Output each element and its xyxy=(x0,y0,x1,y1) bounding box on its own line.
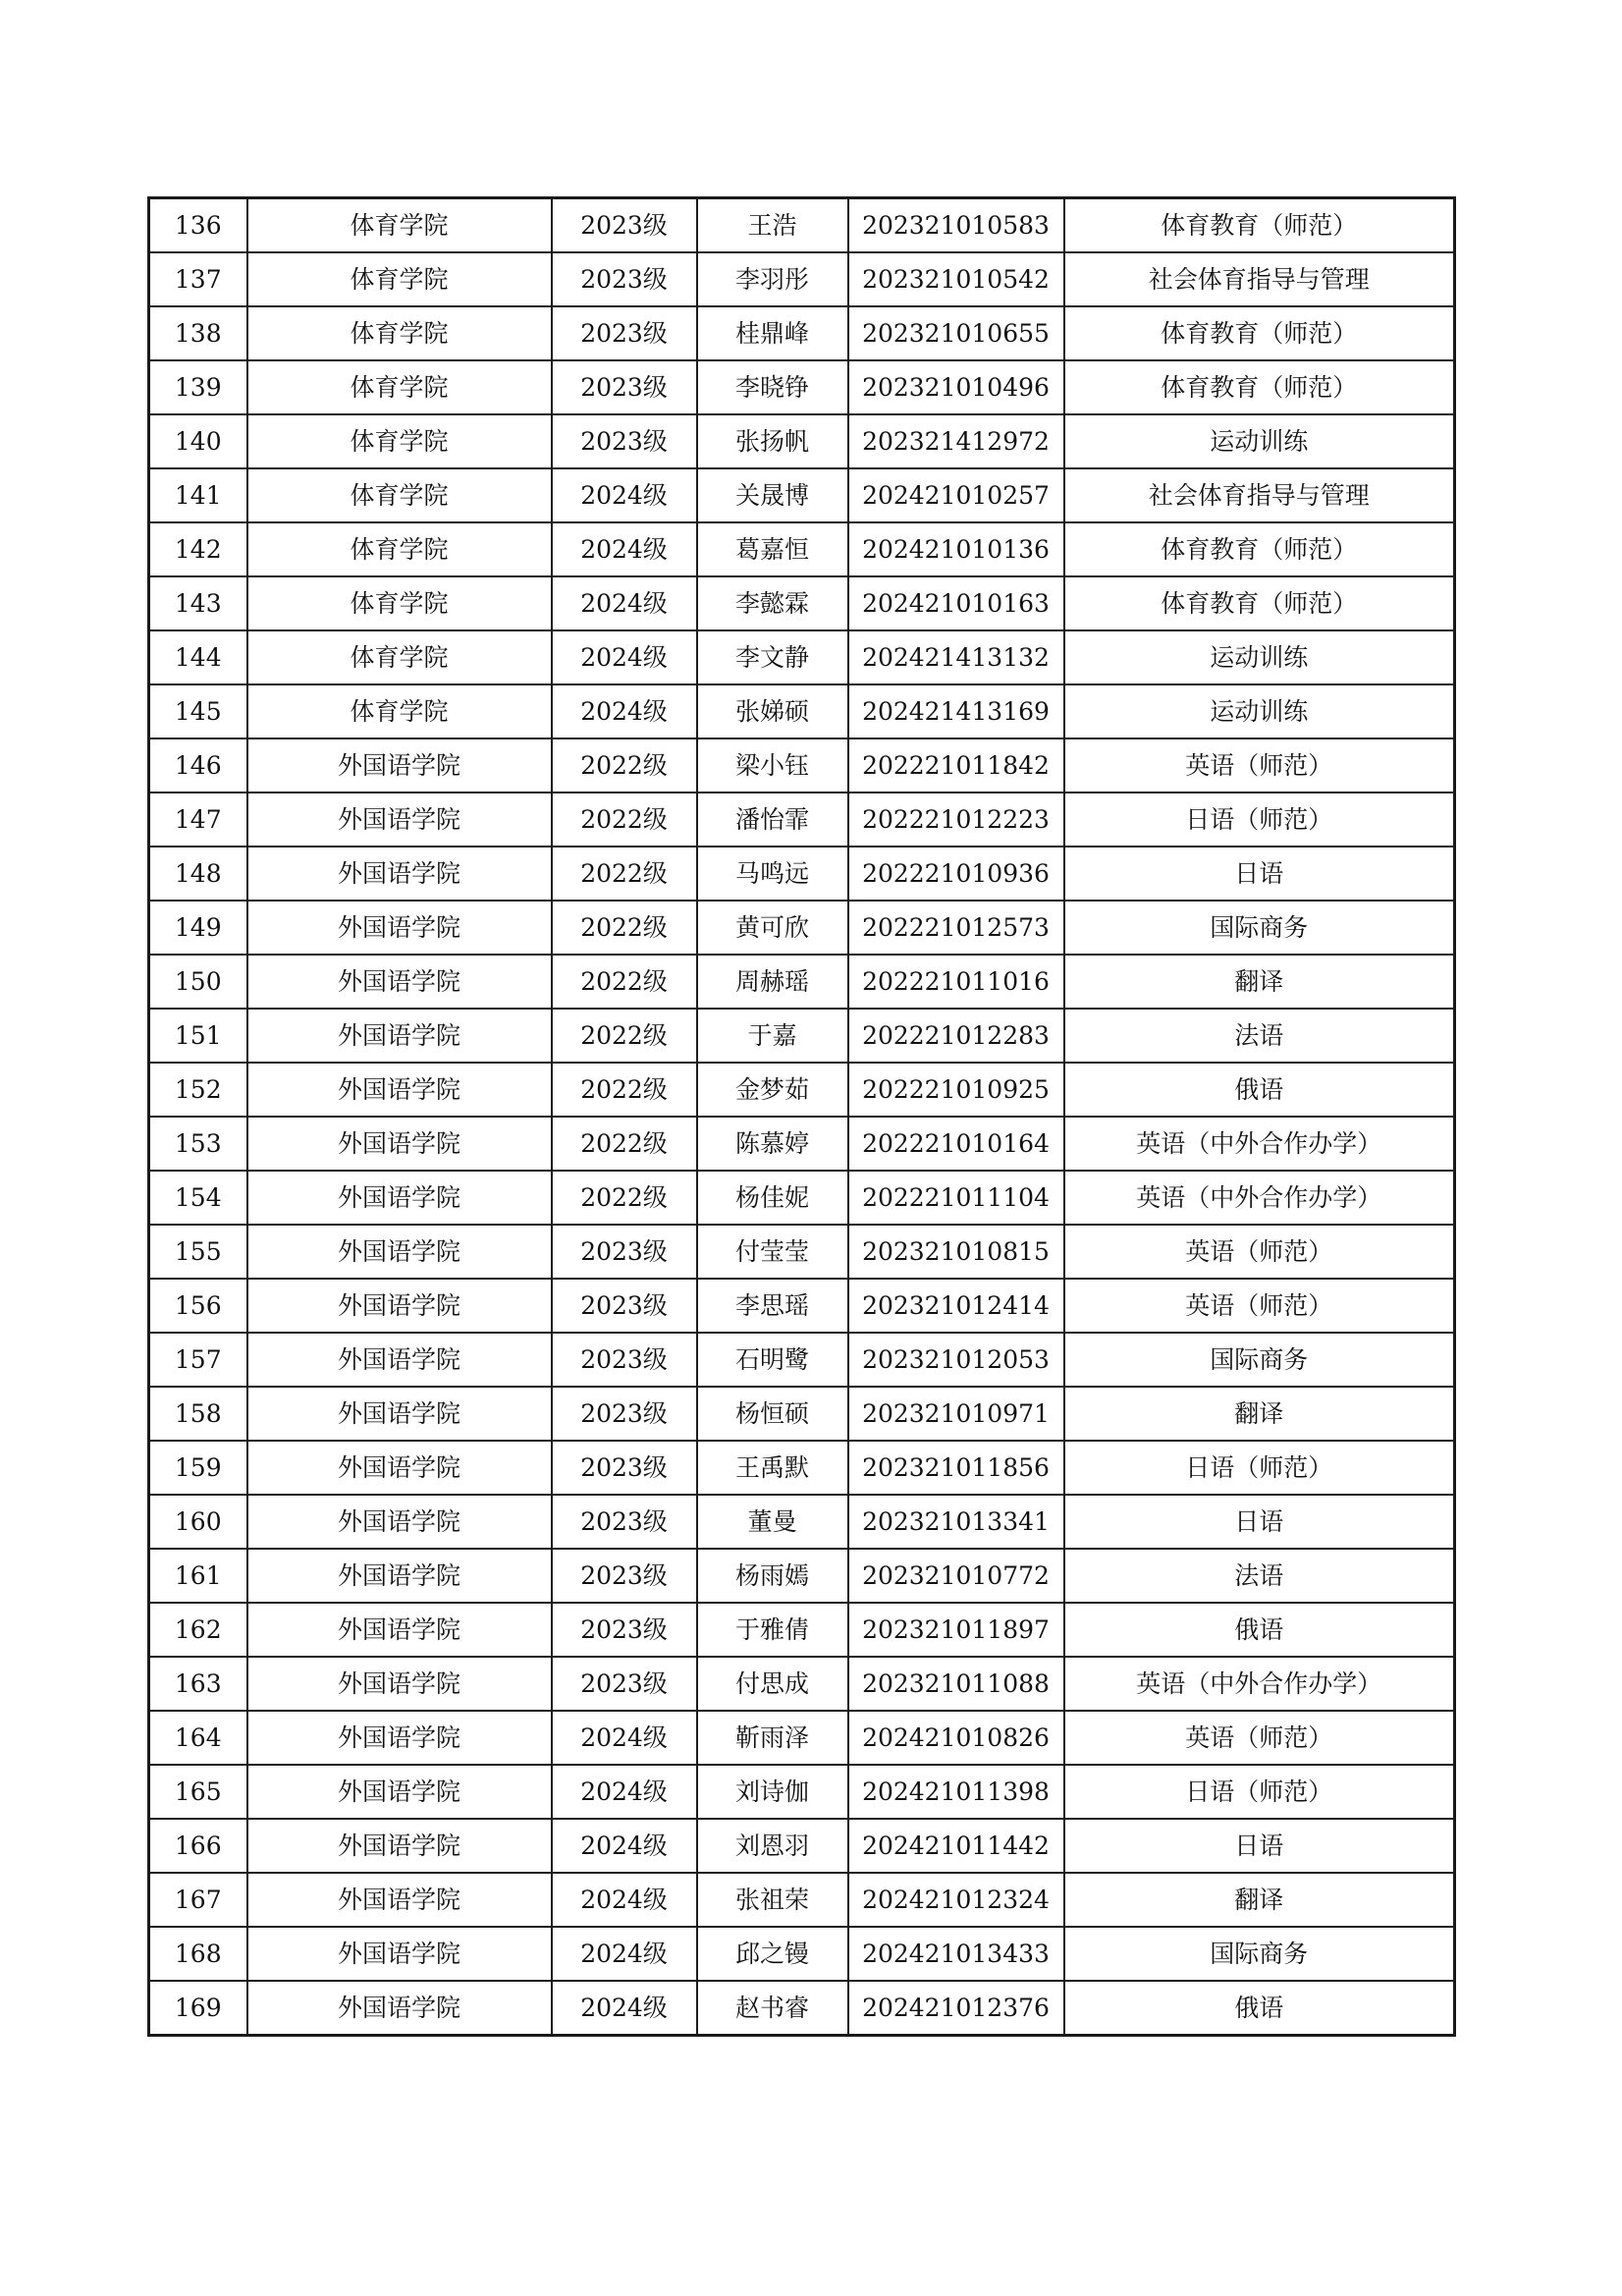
student-id-cell: 202321011897 xyxy=(848,1603,1064,1657)
row-number-cell: 168 xyxy=(149,1927,247,1981)
table-row xyxy=(149,1441,1455,1495)
college-cell: 外国语学院 xyxy=(247,1711,552,1765)
row-number-cell: 142 xyxy=(149,522,247,576)
row-number-cell: 141 xyxy=(149,468,247,522)
college-cell: 外国语学院 xyxy=(247,1117,552,1171)
table-row xyxy=(149,522,1455,576)
student-id-cell: 202421413169 xyxy=(848,684,1064,738)
student-name-cell: 李思瑶 xyxy=(697,1279,848,1333)
student-id-cell: 202321011856 xyxy=(848,1441,1064,1495)
student-name-cell: 李晓铮 xyxy=(697,360,848,414)
student-id-cell: 202421011398 xyxy=(848,1765,1064,1819)
college-cell: 外国语学院 xyxy=(247,1171,552,1225)
student-id-cell: 202221012573 xyxy=(848,901,1064,955)
major-cell: 俄语 xyxy=(1064,1603,1455,1657)
student-name-cell: 金梦茹 xyxy=(697,1063,848,1117)
row-number-cell: 153 xyxy=(149,1117,247,1171)
major-cell: 国际商务 xyxy=(1064,1333,1455,1387)
student-id-cell: 202321013341 xyxy=(848,1495,1064,1549)
major-cell: 社会体育指导与管理 xyxy=(1064,468,1455,522)
college-cell: 体育学院 xyxy=(247,522,552,576)
grade-cell: 2023级 xyxy=(552,1225,697,1279)
college-cell: 外国语学院 xyxy=(247,1441,552,1495)
document-page xyxy=(147,196,1453,2037)
student-id-cell: 202421011442 xyxy=(848,1819,1064,1873)
grade-cell: 2022级 xyxy=(552,1063,697,1117)
table-row xyxy=(149,1819,1455,1873)
table-row xyxy=(149,955,1455,1009)
table-row xyxy=(149,252,1455,306)
grade-cell: 2024级 xyxy=(552,630,697,684)
grade-cell: 2022级 xyxy=(552,793,697,847)
college-cell: 体育学院 xyxy=(247,684,552,738)
student-id-cell: 202321012414 xyxy=(848,1279,1064,1333)
college-cell: 外国语学院 xyxy=(247,1657,552,1711)
major-cell: 日语（师范） xyxy=(1064,1765,1455,1819)
student-name-cell: 杨恒硕 xyxy=(697,1387,848,1441)
table-row xyxy=(149,1279,1455,1333)
student-id-cell: 202421013433 xyxy=(848,1927,1064,1981)
student-id-cell: 202321011088 xyxy=(848,1657,1064,1711)
student-name-cell: 张娣硕 xyxy=(697,684,848,738)
student-id-cell: 202421010257 xyxy=(848,468,1064,522)
grade-cell: 2023级 xyxy=(552,252,697,306)
college-cell: 外国语学院 xyxy=(247,1387,552,1441)
student-name-cell: 杨雨嫣 xyxy=(697,1549,848,1603)
row-number-cell: 166 xyxy=(149,1819,247,1873)
major-cell: 社会体育指导与管理 xyxy=(1064,252,1455,306)
grade-cell: 2023级 xyxy=(552,414,697,468)
grade-cell: 2022级 xyxy=(552,738,697,793)
major-cell: 体育教育（师范） xyxy=(1064,198,1455,253)
major-cell: 俄语 xyxy=(1064,1063,1455,1117)
table-row xyxy=(149,1387,1455,1441)
college-cell: 外国语学院 xyxy=(247,1927,552,1981)
grade-cell: 2024级 xyxy=(552,1711,697,1765)
table-row xyxy=(149,1333,1455,1387)
grade-cell: 2023级 xyxy=(552,1549,697,1603)
grade-cell: 2024级 xyxy=(552,684,697,738)
student-id-cell: 202321010542 xyxy=(848,252,1064,306)
row-number-cell: 156 xyxy=(149,1279,247,1333)
student-name-cell: 刘诗伽 xyxy=(697,1765,848,1819)
major-cell: 国际商务 xyxy=(1064,901,1455,955)
grade-cell: 2024级 xyxy=(552,1765,697,1819)
student-name-cell: 付莹莹 xyxy=(697,1225,848,1279)
student-name-cell: 邱之镘 xyxy=(697,1927,848,1981)
major-cell: 翻译 xyxy=(1064,1873,1455,1927)
row-number-cell: 144 xyxy=(149,630,247,684)
college-cell: 外国语学院 xyxy=(247,1279,552,1333)
major-cell: 日语 xyxy=(1064,1819,1455,1873)
major-cell: 翻译 xyxy=(1064,955,1455,1009)
table-row xyxy=(149,1927,1455,1981)
major-cell: 俄语 xyxy=(1064,1981,1455,2036)
major-cell: 日语（师范） xyxy=(1064,793,1455,847)
college-cell: 外国语学院 xyxy=(247,793,552,847)
student-id-cell: 202221011104 xyxy=(848,1171,1064,1225)
row-number-cell: 148 xyxy=(149,847,247,901)
row-number-cell: 169 xyxy=(149,1981,247,2036)
table-row xyxy=(149,684,1455,738)
student-id-cell: 202321012053 xyxy=(848,1333,1064,1387)
table-row xyxy=(149,1117,1455,1171)
table-row xyxy=(149,1765,1455,1819)
student-id-cell: 202421413132 xyxy=(848,630,1064,684)
row-number-cell: 165 xyxy=(149,1765,247,1819)
major-cell: 英语（师范） xyxy=(1064,1279,1455,1333)
row-number-cell: 154 xyxy=(149,1171,247,1225)
row-number-cell: 136 xyxy=(149,198,247,253)
grade-cell: 2022级 xyxy=(552,1171,697,1225)
grade-cell: 2023级 xyxy=(552,1603,697,1657)
table-row xyxy=(149,847,1455,901)
college-cell: 外国语学院 xyxy=(247,1063,552,1117)
student-name-cell: 李懿霖 xyxy=(697,576,848,630)
student-name-cell: 马鸣远 xyxy=(697,847,848,901)
college-cell: 外国语学院 xyxy=(247,1765,552,1819)
grade-cell: 2023级 xyxy=(552,306,697,360)
student-name-cell: 梁小钰 xyxy=(697,738,848,793)
row-number-cell: 149 xyxy=(149,901,247,955)
major-cell: 体育教育（师范） xyxy=(1064,306,1455,360)
student-id-cell: 202321010583 xyxy=(848,198,1064,253)
major-cell: 国际商务 xyxy=(1064,1927,1455,1981)
student-name-cell: 刘恩羽 xyxy=(697,1819,848,1873)
major-cell: 运动训练 xyxy=(1064,414,1455,468)
major-cell: 翻译 xyxy=(1064,1387,1455,1441)
student-name-cell: 石明鹭 xyxy=(697,1333,848,1387)
grade-cell: 2022级 xyxy=(552,847,697,901)
major-cell: 英语（中外合作办学） xyxy=(1064,1171,1455,1225)
grade-cell: 2022级 xyxy=(552,1009,697,1063)
college-cell: 外国语学院 xyxy=(247,1225,552,1279)
roster-body xyxy=(149,198,1455,2036)
college-cell: 体育学院 xyxy=(247,576,552,630)
student-id-cell: 202221011842 xyxy=(848,738,1064,793)
major-cell: 日语 xyxy=(1064,847,1455,901)
grade-cell: 2023级 xyxy=(552,1333,697,1387)
student-id-cell: 202321010772 xyxy=(848,1549,1064,1603)
student-name-cell: 桂鼎峰 xyxy=(697,306,848,360)
college-cell: 外国语学院 xyxy=(247,901,552,955)
student-name-cell: 王禹默 xyxy=(697,1441,848,1495)
table-row xyxy=(149,198,1455,253)
row-number-cell: 160 xyxy=(149,1495,247,1549)
student-name-cell: 黄可欣 xyxy=(697,901,848,955)
college-cell: 体育学院 xyxy=(247,306,552,360)
college-cell: 外国语学院 xyxy=(247,847,552,901)
major-cell: 日语 xyxy=(1064,1495,1455,1549)
row-number-cell: 150 xyxy=(149,955,247,1009)
college-cell: 外国语学院 xyxy=(247,1873,552,1927)
student-id-cell: 202221010925 xyxy=(848,1063,1064,1117)
college-cell: 外国语学院 xyxy=(247,1981,552,2036)
major-cell: 运动训练 xyxy=(1064,684,1455,738)
table-row xyxy=(149,1549,1455,1603)
grade-cell: 2023级 xyxy=(552,1387,697,1441)
row-number-cell: 161 xyxy=(149,1549,247,1603)
row-number-cell: 140 xyxy=(149,414,247,468)
college-cell: 外国语学院 xyxy=(247,1819,552,1873)
grade-cell: 2023级 xyxy=(552,1279,697,1333)
grade-cell: 2024级 xyxy=(552,1873,697,1927)
student-id-cell: 202221010936 xyxy=(848,847,1064,901)
student-name-cell: 付思成 xyxy=(697,1657,848,1711)
college-cell: 外国语学院 xyxy=(247,1603,552,1657)
table-row xyxy=(149,360,1455,414)
college-cell: 外国语学院 xyxy=(247,1333,552,1387)
grade-cell: 2024级 xyxy=(552,1981,697,2036)
row-number-cell: 158 xyxy=(149,1387,247,1441)
table-row xyxy=(149,901,1455,955)
major-cell: 英语（中外合作办学） xyxy=(1064,1117,1455,1171)
table-row xyxy=(149,306,1455,360)
college-cell: 外国语学院 xyxy=(247,738,552,793)
row-number-cell: 146 xyxy=(149,738,247,793)
table-row xyxy=(149,1009,1455,1063)
college-cell: 外国语学院 xyxy=(247,955,552,1009)
grade-cell: 2023级 xyxy=(552,1495,697,1549)
student-name-cell: 关晟博 xyxy=(697,468,848,522)
grade-cell: 2022级 xyxy=(552,901,697,955)
student-name-cell: 潘怡霏 xyxy=(697,793,848,847)
table-row xyxy=(149,1873,1455,1927)
college-cell: 外国语学院 xyxy=(247,1495,552,1549)
row-number-cell: 152 xyxy=(149,1063,247,1117)
student-id-cell: 202321010815 xyxy=(848,1225,1064,1279)
student-id-cell: 202321010971 xyxy=(848,1387,1064,1441)
row-number-cell: 137 xyxy=(149,252,247,306)
student-id-cell: 202421012376 xyxy=(848,1981,1064,2036)
table-row xyxy=(149,1603,1455,1657)
student-name-cell: 于嘉 xyxy=(697,1009,848,1063)
major-cell: 日语（师范） xyxy=(1064,1441,1455,1495)
grade-cell: 2022级 xyxy=(552,955,697,1009)
student-id-cell: 202421010163 xyxy=(848,576,1064,630)
student-id-cell: 202221012223 xyxy=(848,793,1064,847)
college-cell: 外国语学院 xyxy=(247,1549,552,1603)
table-row xyxy=(149,738,1455,793)
row-number-cell: 138 xyxy=(149,306,247,360)
table-row xyxy=(149,576,1455,630)
grade-cell: 2023级 xyxy=(552,1657,697,1711)
grade-cell: 2024级 xyxy=(552,1819,697,1873)
student-id-cell: 202221010164 xyxy=(848,1117,1064,1171)
row-number-cell: 159 xyxy=(149,1441,247,1495)
student-id-cell: 202421010826 xyxy=(848,1711,1064,1765)
grade-cell: 2023级 xyxy=(552,198,697,253)
major-cell: 英语（师范） xyxy=(1064,1711,1455,1765)
student-id-cell: 202321010655 xyxy=(848,306,1064,360)
student-id-cell: 202421012324 xyxy=(848,1873,1064,1927)
student-name-cell: 周赫瑶 xyxy=(697,955,848,1009)
table-row xyxy=(149,1063,1455,1117)
row-number-cell: 143 xyxy=(149,576,247,630)
grade-cell: 2024级 xyxy=(552,576,697,630)
college-cell: 外国语学院 xyxy=(247,1009,552,1063)
table-row xyxy=(149,1657,1455,1711)
row-number-cell: 157 xyxy=(149,1333,247,1387)
major-cell: 运动训练 xyxy=(1064,630,1455,684)
table-row xyxy=(149,1171,1455,1225)
student-roster-table xyxy=(147,196,1456,2037)
student-name-cell: 杨佳妮 xyxy=(697,1171,848,1225)
row-number-cell: 164 xyxy=(149,1711,247,1765)
table-row xyxy=(149,1495,1455,1549)
row-number-cell: 139 xyxy=(149,360,247,414)
college-cell: 体育学院 xyxy=(247,198,552,253)
student-name-cell: 李文静 xyxy=(697,630,848,684)
major-cell: 英语（师范） xyxy=(1064,1225,1455,1279)
student-name-cell: 李羽彤 xyxy=(697,252,848,306)
student-id-cell: 202421010136 xyxy=(848,522,1064,576)
table-row xyxy=(149,1711,1455,1765)
grade-cell: 2024级 xyxy=(552,522,697,576)
student-name-cell: 赵书睿 xyxy=(697,1981,848,2036)
row-number-cell: 145 xyxy=(149,684,247,738)
major-cell: 法语 xyxy=(1064,1009,1455,1063)
grade-cell: 2024级 xyxy=(552,468,697,522)
student-name-cell: 张祖荣 xyxy=(697,1873,848,1927)
major-cell: 体育教育（师范） xyxy=(1064,576,1455,630)
table-row xyxy=(149,414,1455,468)
student-name-cell: 陈慕婷 xyxy=(697,1117,848,1171)
student-name-cell: 于雅倩 xyxy=(697,1603,848,1657)
student-name-cell: 张扬帆 xyxy=(697,414,848,468)
major-cell: 英语（中外合作办学） xyxy=(1064,1657,1455,1711)
student-id-cell: 202221011016 xyxy=(848,955,1064,1009)
student-name-cell: 葛嘉恒 xyxy=(697,522,848,576)
student-name-cell: 靳雨泽 xyxy=(697,1711,848,1765)
table-row xyxy=(149,1981,1455,2036)
grade-cell: 2023级 xyxy=(552,1441,697,1495)
table-row xyxy=(149,630,1455,684)
major-cell: 体育教育（师范） xyxy=(1064,360,1455,414)
row-number-cell: 155 xyxy=(149,1225,247,1279)
major-cell: 英语（师范） xyxy=(1064,738,1455,793)
grade-cell: 2024级 xyxy=(552,1927,697,1981)
student-name-cell: 王浩 xyxy=(697,198,848,253)
college-cell: 体育学院 xyxy=(247,360,552,414)
student-name-cell: 董曼 xyxy=(697,1495,848,1549)
grade-cell: 2022级 xyxy=(552,1117,697,1171)
college-cell: 体育学院 xyxy=(247,414,552,468)
major-cell: 体育教育（师范） xyxy=(1064,522,1455,576)
table-row xyxy=(149,468,1455,522)
row-number-cell: 162 xyxy=(149,1603,247,1657)
college-cell: 体育学院 xyxy=(247,630,552,684)
row-number-cell: 167 xyxy=(149,1873,247,1927)
student-id-cell: 202321010496 xyxy=(848,360,1064,414)
major-cell: 法语 xyxy=(1064,1549,1455,1603)
row-number-cell: 151 xyxy=(149,1009,247,1063)
row-number-cell: 163 xyxy=(149,1657,247,1711)
college-cell: 体育学院 xyxy=(247,468,552,522)
college-cell: 体育学院 xyxy=(247,252,552,306)
table-row xyxy=(149,1225,1455,1279)
grade-cell: 2023级 xyxy=(552,360,697,414)
student-id-cell: 202221012283 xyxy=(848,1009,1064,1063)
student-id-cell: 202321412972 xyxy=(848,414,1064,468)
row-number-cell: 147 xyxy=(149,793,247,847)
table-row xyxy=(149,793,1455,847)
